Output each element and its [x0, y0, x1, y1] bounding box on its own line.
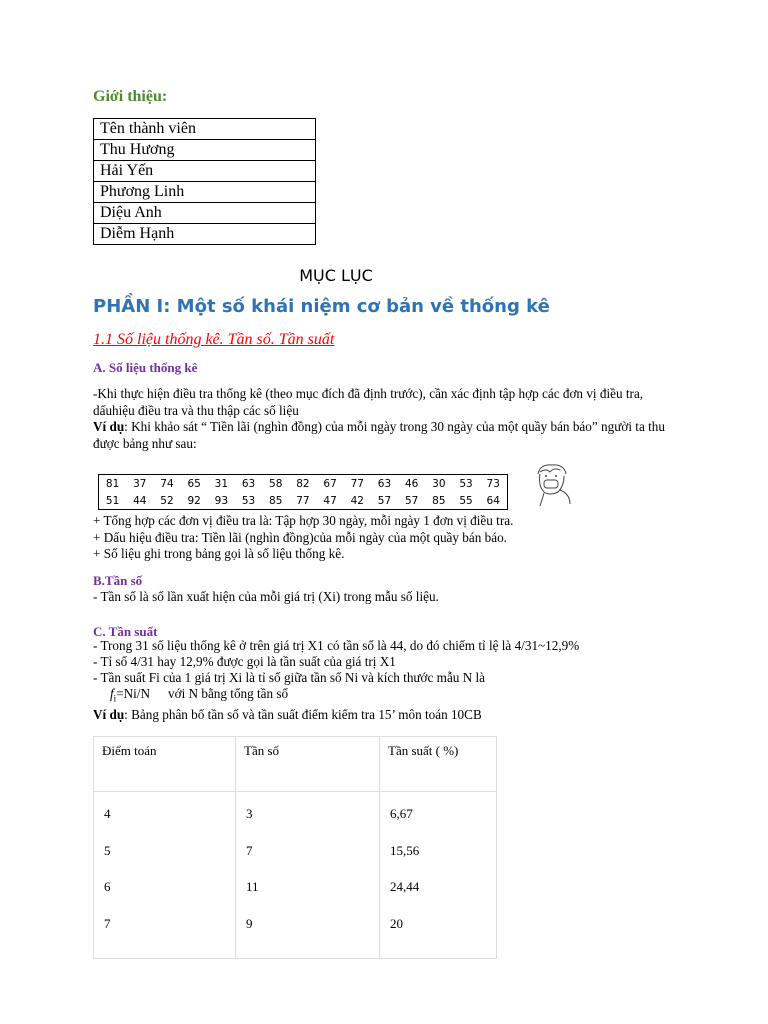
example-label: Ví dụ: [93, 419, 125, 434]
data-cell: 92: [187, 494, 201, 507]
member-name: Diệu Anh: [94, 203, 316, 224]
freq-cell: 5: [104, 842, 111, 858]
freq-body-row: [94, 792, 497, 959]
note-line: + Dấu hiệu điều tra: Tiền lãi (nghìn đồng)của mỗi ngày của một quầy bán báo.: [93, 529, 507, 545]
freq-cell: 15,56: [390, 842, 420, 858]
data-cell: 63: [377, 477, 392, 490]
intro-heading: Giới thiệu:: [93, 88, 168, 105]
freq-column: [94, 792, 236, 959]
person-sketch-image: [530, 460, 578, 512]
member-name: Thu Hương: [94, 140, 316, 161]
data-cell: 58: [269, 477, 283, 490]
section-c-line: - Tỉ số 4/31 hay 12,9% được gọi là tần suất của giá trị X1: [93, 654, 396, 669]
section-a-intro: -Khi thực hiện điều tra thống kê (theo mục đích đã định trước), cần xác định tập hợp các đơn vị điều tra, dấuhiệu điều tra và thu thập các số liệu: [93, 386, 644, 418]
data-cell: 37: [133, 477, 147, 490]
section-b-heading: B.Tần số: [93, 573, 143, 588]
person-sketch-icon: [530, 460, 578, 512]
data-cell: 63: [241, 477, 256, 490]
freq-cell: 20: [390, 915, 403, 931]
freq-header-cell: Điểm toán: [94, 737, 236, 792]
data-cell: 44: [133, 494, 147, 507]
freq-header-cell: Tần số: [236, 737, 380, 792]
data-cell: 47: [323, 494, 337, 507]
freq-cell: 6,67: [390, 806, 413, 821]
data-cell: 93: [214, 494, 229, 507]
data-row: [99, 492, 508, 510]
members-header: Tên thành viên: [94, 119, 316, 140]
freq-cell: 6: [104, 879, 111, 894]
freq-cell: 7: [104, 915, 111, 931]
note-line: + Số liệu ghi trong bảng gọi là số liệu thống kê.: [93, 546, 345, 561]
section-1-1-heading: 1.1 Số liệu thống kê. Tần số. Tần suất: [93, 331, 335, 348]
freq-cell: 11: [246, 879, 259, 894]
freq-cell: 4: [104, 806, 111, 821]
formula-note: với N bằng tổng tần số: [168, 686, 289, 701]
data-cell: 85: [432, 494, 446, 507]
frequency-table: [93, 736, 497, 959]
data-cell: 77: [296, 494, 310, 507]
data-cell: 65: [187, 477, 201, 490]
freq-column: [236, 792, 380, 959]
section-a-example: [93, 419, 683, 452]
section-c-example: [93, 707, 683, 723]
profit-data-table: [98, 474, 508, 510]
data-row: [99, 475, 508, 493]
member-name: Hải Yến: [94, 161, 316, 182]
data-cell: 82: [296, 477, 310, 490]
example-text: : Bảng phân bố tần số và tần suất điểm kiểm tra 15’ môn toán 10CB: [124, 706, 482, 722]
data-cell: 57: [377, 494, 392, 507]
member-name: Diễm Hạnh: [94, 224, 316, 245]
freq-cell: 7: [246, 842, 253, 858]
freq-cell: 3: [246, 806, 253, 821]
freq-header-cell: Tần suất ( %): [380, 737, 497, 792]
formula-rest: =Ni/N: [116, 686, 150, 701]
section-a-paragraph: [93, 386, 683, 452]
section-a-notes: [93, 513, 683, 563]
toc-title: MỤC LỤC: [299, 266, 373, 285]
data-cell: 81: [105, 477, 120, 490]
data-cell: 74: [160, 477, 174, 490]
data-cell: 53: [459, 477, 473, 490]
data-cell: 52: [160, 494, 174, 507]
data-cell: 85: [269, 494, 283, 507]
data-cell: 53: [241, 494, 256, 507]
data-cell: 64: [486, 494, 500, 507]
data-cell: 46: [404, 477, 419, 490]
example-label: Ví dụ: [93, 706, 125, 722]
example-text: : Khi khảo sát “ Tiền lãi (nghìn đồng) của mỗi ngày trong 30 ngày của một quầy bán báo” người ta thu được bảng như sau:: [93, 419, 665, 451]
data-cell: 77: [350, 477, 364, 490]
formula-subscript: i: [113, 693, 117, 704]
data-cell: 55: [459, 494, 473, 507]
freq-cell: 24,44: [390, 879, 420, 894]
section-c-line: - Trong 31 số liệu thống kê ở trên giá trị X1 có tần số là 44, do đó chiếm tỉ lệ là 4/31~12,9%: [93, 638, 580, 653]
formula-f: f: [110, 686, 114, 701]
data-cell: 67: [323, 477, 337, 490]
data-cell: 57: [404, 494, 419, 507]
section-c-heading: C. Tần suất: [93, 624, 158, 639]
data-cell: 42: [350, 494, 364, 507]
part1-title: PHẦN I: Một số khái niệm cơ bản về thống kê: [93, 296, 550, 317]
note-line: + Tổng hợp các đơn vị điều tra là: Tập hợp 30 ngày, mỗi ngày 1 đơn vị điều tra.: [93, 513, 514, 528]
freq-header-row: [94, 737, 497, 792]
section-a-heading: A. Số liệu thống kê: [93, 360, 198, 375]
frequency-formula: [93, 686, 683, 707]
freq-column: [380, 792, 497, 959]
freq-cell: 9: [246, 915, 253, 931]
data-cell: 73: [486, 477, 500, 490]
data-cell: 31: [214, 477, 229, 490]
section-b-text: - Tần số là số lần xuất hiện của mỗi giá trị (Xi) trong mẫu số liệu.: [93, 589, 439, 604]
data-cell: 30: [432, 477, 446, 490]
section-c-line: - Tần suất Fi của 1 giá trị Xi là tỉ số giữa tần số Ni và kích thước mẫu N là: [93, 670, 486, 685]
section-c-body: [93, 638, 683, 723]
data-cell: 51: [105, 494, 120, 507]
member-name: Phương Linh: [94, 182, 316, 203]
members-table: [93, 118, 316, 245]
